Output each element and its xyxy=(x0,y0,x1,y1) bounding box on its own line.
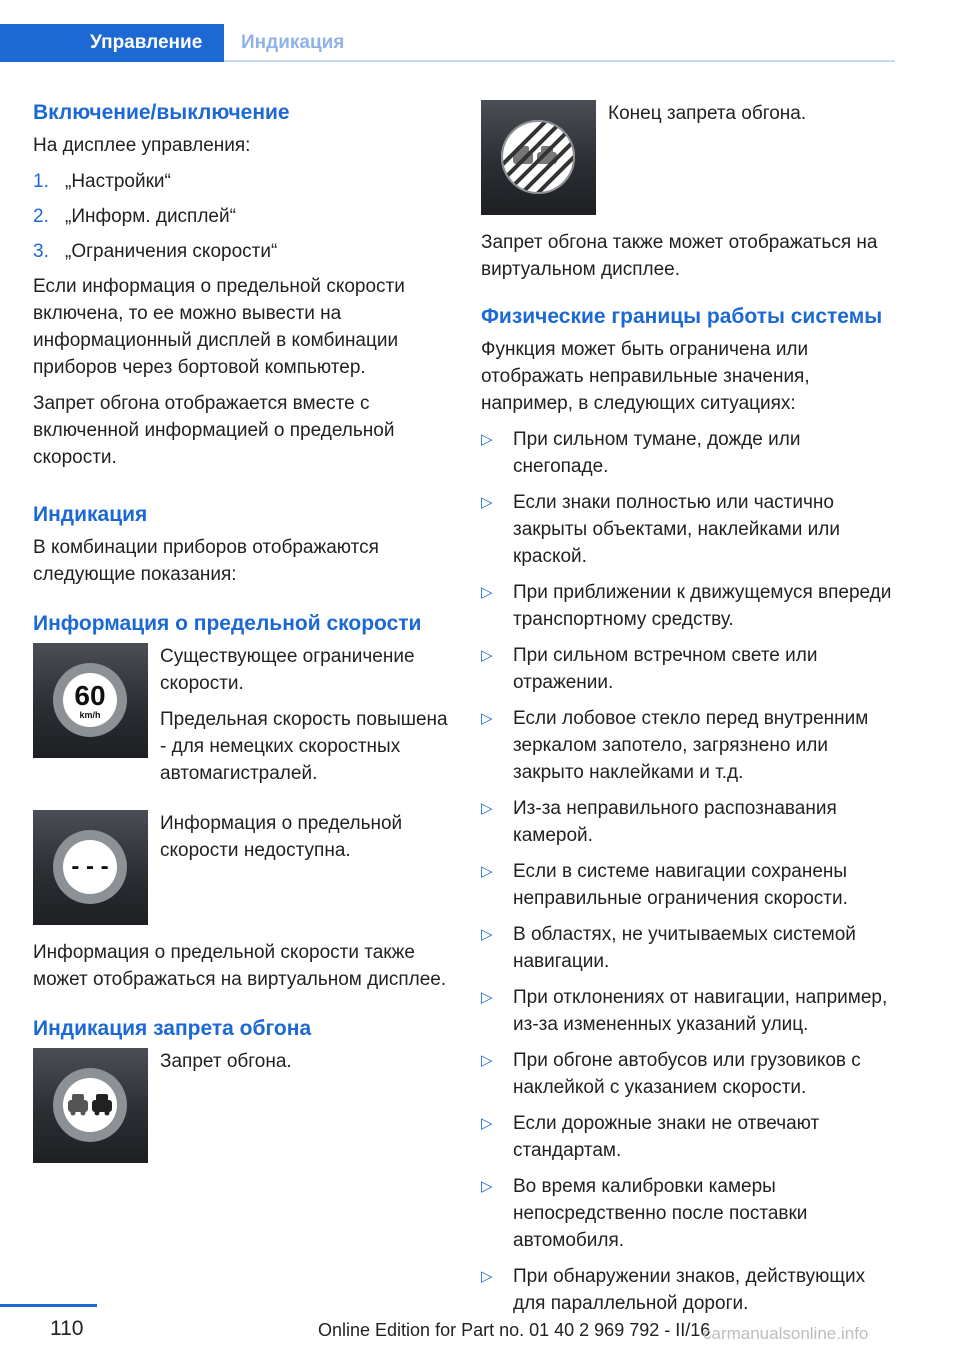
paragraph-speed-info: Если информация о предельной скорости включена, то ее можно вывести на информационный дисплей в комбинации приборов через бортовой компьютер. xyxy=(33,276,405,378)
end-no-overtaking-sign-icon xyxy=(481,100,596,215)
limits-heading: Физические границы работы системы xyxy=(481,305,883,328)
right-column xyxy=(481,100,896,1326)
step-item xyxy=(33,238,448,265)
triangle-bullet-icon: ▷ xyxy=(481,863,493,880)
no-overtaking-sign-icon xyxy=(33,1048,148,1163)
step-text: „Настройки“ xyxy=(65,171,171,192)
list-item: ▷ Если в системе навигации сохранены неправильные ограничения скорости. xyxy=(481,858,896,912)
sign-row-end-no-overtaking xyxy=(481,100,896,215)
steps-list xyxy=(33,168,448,265)
header-divider xyxy=(224,60,895,62)
list-item: ▷ При приближении к движущемуся впереди транспортному средству. xyxy=(481,579,896,633)
step-number: 1. xyxy=(33,171,49,192)
onoff-intro: На дисплее управления: xyxy=(33,135,251,156)
list-item: ▷ При обгоне автобусов или грузовиков с наклейкой с указанием скорости. xyxy=(481,1047,896,1101)
triangle-bullet-icon: ▷ xyxy=(481,584,493,601)
speed-heading: Информация о предельной скорости xyxy=(33,612,422,635)
step-text: „Ограничения скорости“ xyxy=(65,241,278,262)
paragraph-overtake-virtual: Запрет обгона также может отображаться на виртуальном дисплее. xyxy=(481,232,878,280)
speed-limit-unit: km/h xyxy=(79,710,101,720)
speed-limit-sign-icon xyxy=(33,643,148,758)
list-item: ▷ При сильном тумане, дожде или снегопаде. xyxy=(481,426,896,480)
overtake-heading: Индикация запрета обгона xyxy=(33,1017,312,1040)
triangle-bullet-icon: ▷ xyxy=(481,710,493,727)
unavailable-dashes: - - - xyxy=(71,853,109,880)
paragraph-virtual-display: Информация о предельной скорости также может отображаться на виртуальном дисплее. xyxy=(33,942,447,990)
step-text: „Информ. дисплей“ xyxy=(65,206,236,227)
limits-intro: Функция может быть ограничена или отображать неправильные значения, например, в следующих ситуациях: xyxy=(481,339,810,414)
display-intro: В комбинации приборов отображаются следующие показания: xyxy=(33,537,379,585)
list-item: ▷ Из-за неправильного распознавания камерой. xyxy=(481,795,896,849)
list-item: ▷ Если дорожные знаки не отвечают стандартам. xyxy=(481,1110,896,1164)
sign-row-no-overtaking xyxy=(33,1048,448,1163)
sign-row-speed-limit xyxy=(33,643,448,796)
onoff-heading: Включение/выключение xyxy=(33,101,290,124)
limits-list xyxy=(481,426,896,1317)
list-item: ▷ При сильном встречном свете или отражении. xyxy=(481,642,896,696)
step-number: 3. xyxy=(33,241,49,262)
triangle-bullet-icon: ▷ xyxy=(481,926,493,943)
triangle-bullet-icon: ▷ xyxy=(481,800,493,817)
header-tab-control[interactable]: Управление xyxy=(0,24,224,62)
triangle-bullet-icon: ▷ xyxy=(481,1052,493,1069)
display-heading: Индикация xyxy=(33,503,148,526)
list-item: ▷ При обнаружении знаков, действующих для параллельной дороги. xyxy=(481,1263,896,1317)
page-number: 110 xyxy=(50,1317,84,1340)
sign4-text: Конец запрета обгона. xyxy=(608,103,807,124)
left-column xyxy=(33,100,448,1177)
watermark: carmanualsonline.info xyxy=(703,1324,869,1343)
triangle-bullet-icon: ▷ xyxy=(481,431,493,448)
sign2-text: Информация о предельной скорости недоступна. xyxy=(160,813,403,861)
triangle-bullet-icon: ▷ xyxy=(481,989,493,1006)
sign3-text: Запрет обгона. xyxy=(160,1051,292,1072)
list-item: ▷ Если лобовое стекло перед внутренним зеркалом запотело, загрязнено или закрыто наклейками и т.д. xyxy=(481,705,896,786)
list-item: ▷ При отклонениях от навигации, например, из-за измененных указаний улиц. xyxy=(481,984,896,1038)
triangle-bullet-icon: ▷ xyxy=(481,647,493,664)
step-number: 2. xyxy=(33,206,49,227)
sign1-text-2: Предельная скорость повышена - для немецких скоростных автомагистралей. xyxy=(160,709,448,784)
step-item xyxy=(33,203,448,230)
triangle-bullet-icon: ▷ xyxy=(481,1268,493,1285)
list-item: ▷ В областях, не учитываемых системой навигации. xyxy=(481,921,896,975)
list-item: ▷ Во время калибровки камеры непосредственно после поставки автомобиля. xyxy=(481,1173,896,1254)
step-item xyxy=(33,168,448,195)
page-header xyxy=(0,24,895,62)
list-item: ▷ Если знаки полностью или частично закрыты объектами, наклейками или краской. xyxy=(481,489,896,570)
triangle-bullet-icon: ▷ xyxy=(481,494,493,511)
triangle-bullet-icon: ▷ xyxy=(481,1178,493,1195)
edition-text: Online Edition for Part no. 01 40 2 969 792 - II/16 xyxy=(318,1320,711,1340)
triangle-bullet-icon: ▷ xyxy=(481,1115,493,1132)
sign-row-unavailable xyxy=(33,810,448,925)
speed-unavailable-sign-icon xyxy=(33,810,148,925)
speed-limit-value: 60 xyxy=(74,680,106,711)
footer-accent-line xyxy=(0,1304,97,1307)
header-tab-display[interactable]: Индикация xyxy=(241,32,345,53)
sign1-text-1: Существующее ограничение скорости. xyxy=(160,646,415,694)
paragraph-overtake-info: Запрет обгона отображается вместе с включенной информацией о предельной скорости. xyxy=(33,393,395,468)
